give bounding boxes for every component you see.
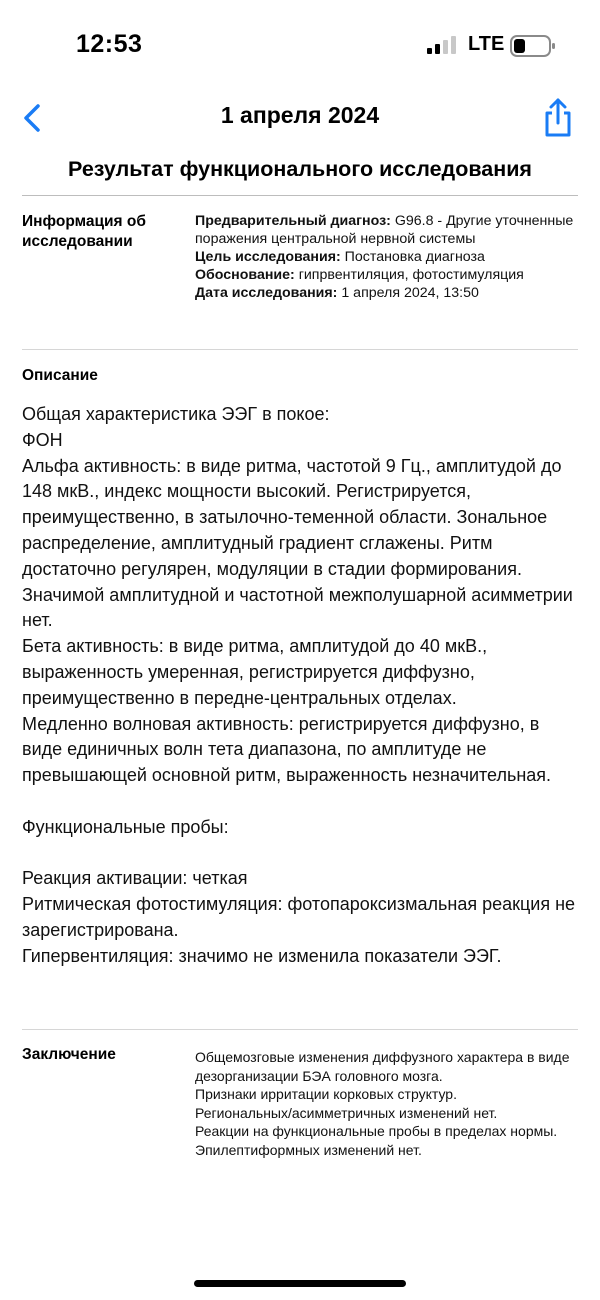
nav-bar bbox=[0, 90, 600, 146]
info-row-purpose bbox=[195, 248, 580, 266]
battery-icon bbox=[510, 35, 556, 57]
description-divider bbox=[22, 1029, 578, 1030]
info-section-body bbox=[195, 212, 580, 302]
share-button[interactable] bbox=[540, 96, 576, 140]
info-value: гипрвентиляция, фотостимуляция bbox=[298, 267, 524, 283]
info-key: Дата исследования: bbox=[195, 285, 338, 301]
info-key: Обоснование: bbox=[195, 267, 295, 283]
home-indicator[interactable] bbox=[194, 1280, 406, 1287]
share-icon bbox=[540, 96, 576, 140]
description-text: Общая характеристика ЭЭГ в покое: ФОН Альфа активность: в виде ритма, частотой 9 Гц., амплитудой до 148 мкВ., индекс мощности высокий. Регистрируется, преимущественно, в затылочно-теменной области. Зональное распределение, амплитудный градиент сглажены. Ритм достаточно регулярен, модуляции в стадии формирования. Значимой амплитудной и частотной межполушарной асимметрии нет. Бета активность: в виде ритма, амплитудой до 40 мкВ., выраженность умеренная, регистрируется диффузно, преимущественно в передне-центральных отделах. Медленно волновая активность: регистрируется диффузно, в виде единичных волн тета диапазона, по амплитуде не превышающей основной ритм, выраженность незначительная. Функциональные пробы: Реакция активации: четкая Ритмическая фотостимуляция: фотопароксизмальная реакция не зарегистрирована. Гипервентиляция: значимо не изменила показатели ЭЭГ. bbox=[22, 404, 576, 966]
info-value: G96.8 - Другие уточненные поражения центральной нервной системы bbox=[195, 213, 574, 247]
status-bar bbox=[0, 0, 600, 90]
nav-title: 1 апреля 2024 bbox=[220, 102, 380, 128]
description-heading: Описание bbox=[22, 367, 98, 384]
info-row-date bbox=[195, 284, 580, 302]
info-row-justification bbox=[195, 266, 580, 284]
conclusion-label: Заключение bbox=[22, 1046, 116, 1063]
info-value: Постановка диагноза bbox=[344, 249, 485, 265]
info-section-label: Информация об исследовании bbox=[22, 213, 146, 250]
info-divider bbox=[22, 349, 578, 350]
info-row-diagnosis bbox=[195, 212, 580, 248]
conclusion-text: Общемозговые изменения диффузного характера в виде дезорганизации БЭА головного мозга. Признаки ирритации корковых структур. Региональных/асимметричных изменений нет. Реакции на функциональные пробы в пределах нормы. Эпилептиформных изменений нет. bbox=[195, 1049, 570, 1158]
info-key: Предварительный диагноз: bbox=[195, 213, 391, 229]
info-key: Цель исследования: bbox=[195, 249, 341, 265]
status-time: 12:53 bbox=[76, 30, 143, 58]
signal-icon bbox=[427, 36, 457, 54]
network-label: LTE bbox=[468, 33, 505, 55]
page-title: Результат функционального исследования bbox=[68, 157, 532, 181]
info-value: 1 апреля 2024, 13:50 bbox=[341, 285, 479, 301]
title-divider bbox=[22, 195, 578, 196]
